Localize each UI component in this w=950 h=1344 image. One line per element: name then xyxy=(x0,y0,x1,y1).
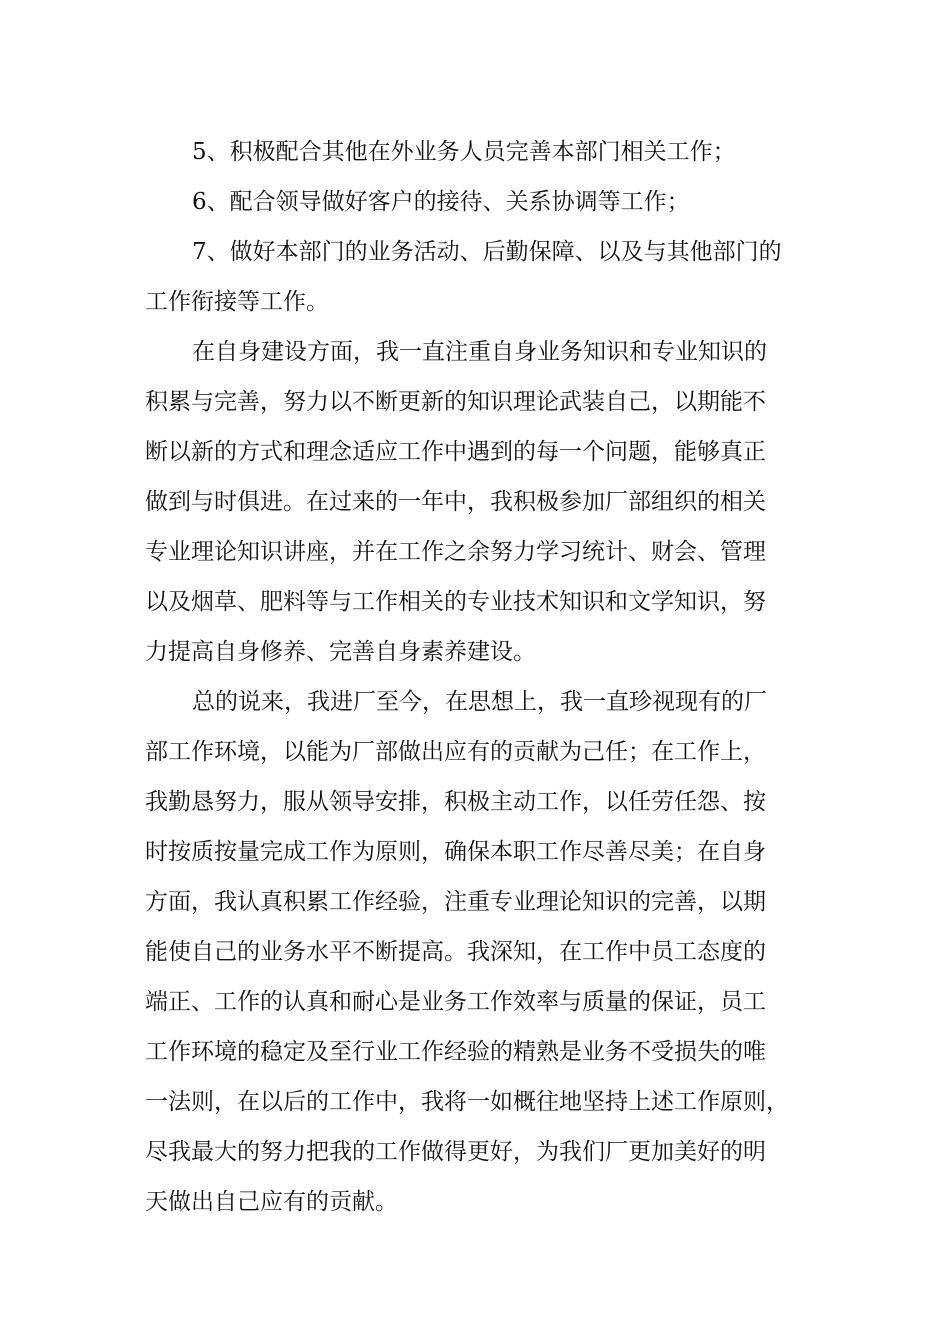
list-item-5: 5、积极配合其他在外业务人员完善本部门相关工作； xyxy=(192,139,736,165)
list-item-7: 7、做好本部门的业务活动、后勤保障、以及与其他部门的 xyxy=(192,239,782,265)
list-item-7-continued: 工作衔接等工作。 xyxy=(145,289,329,315)
paragraph-summary-line-1: 总的说来，我进厂至今，在思想上，我一直珍视现有的厂 xyxy=(192,689,767,715)
paragraph-summary-line-3: 我勤恳努力，服从领导安排，积极主动工作，以任劳任怨、按 xyxy=(145,789,766,815)
paragraph-summary-line-11: 天做出自己应有的贡献。 xyxy=(145,1189,398,1215)
paragraph-self-development-line-3: 断以新的方式和理念适应工作中遇到的每一个问题，能够真正 xyxy=(145,439,766,465)
paragraph-self-development-line-4: 做到与时俱进。在过来的一年中，我积极参加厂部组织的相关 xyxy=(145,489,766,515)
paragraph-summary-line-9: 一法则，在以后的工作中，我将一如概往地坚持上述工作原则， xyxy=(145,1089,789,1115)
paragraph-self-development-line-5: 专业理论知识讲座，并在工作之余努力学习统计、财会、管理 xyxy=(145,539,766,565)
paragraph-summary-line-4: 时按质按量完成工作为原则，确保本职工作尽善尽美；在自身 xyxy=(145,839,766,865)
paragraph-summary-line-10: 尽我最大的努力把我的工作做得更好，为我们厂更加美好的明 xyxy=(145,1139,766,1165)
paragraph-summary-line-7: 端正、工作的认真和耐心是业务工作效率与质量的保证，员工 xyxy=(145,989,766,1015)
list-item-6: 6、配合领导做好客户的接待、关系协调等工作； xyxy=(192,189,690,215)
paragraph-self-development-line-2: 积累与完善，努力以不断更新的知识理论武装自己，以期能不 xyxy=(145,389,766,415)
paragraph-self-development-line-7: 力提高自身修养、完善自身素养建设。 xyxy=(145,639,536,665)
paragraph-self-development-line-6: 以及烟草、肥料等与工作相关的专业技术知识和文学知识，努 xyxy=(145,589,766,615)
paragraph-summary-line-6: 能使自己的业务水平不断提高。我深知，在工作中员工态度的 xyxy=(145,939,766,965)
paragraph-self-development-line-1: 在自身建设方面，我一直注重自身业务知识和专业知识的 xyxy=(192,339,767,365)
paragraph-summary-line-2: 部工作环境，以能为厂部做出应有的贡献为己任；在工作上， xyxy=(145,739,766,765)
paragraph-summary-line-8: 工作环境的稳定及至行业工作经验的精熟是业务不受损失的唯 xyxy=(145,1039,766,1065)
paragraph-summary-line-5: 方面，我认真积累工作经验，注重专业理论知识的完善，以期 xyxy=(145,889,766,915)
document-body xyxy=(145,127,825,1227)
